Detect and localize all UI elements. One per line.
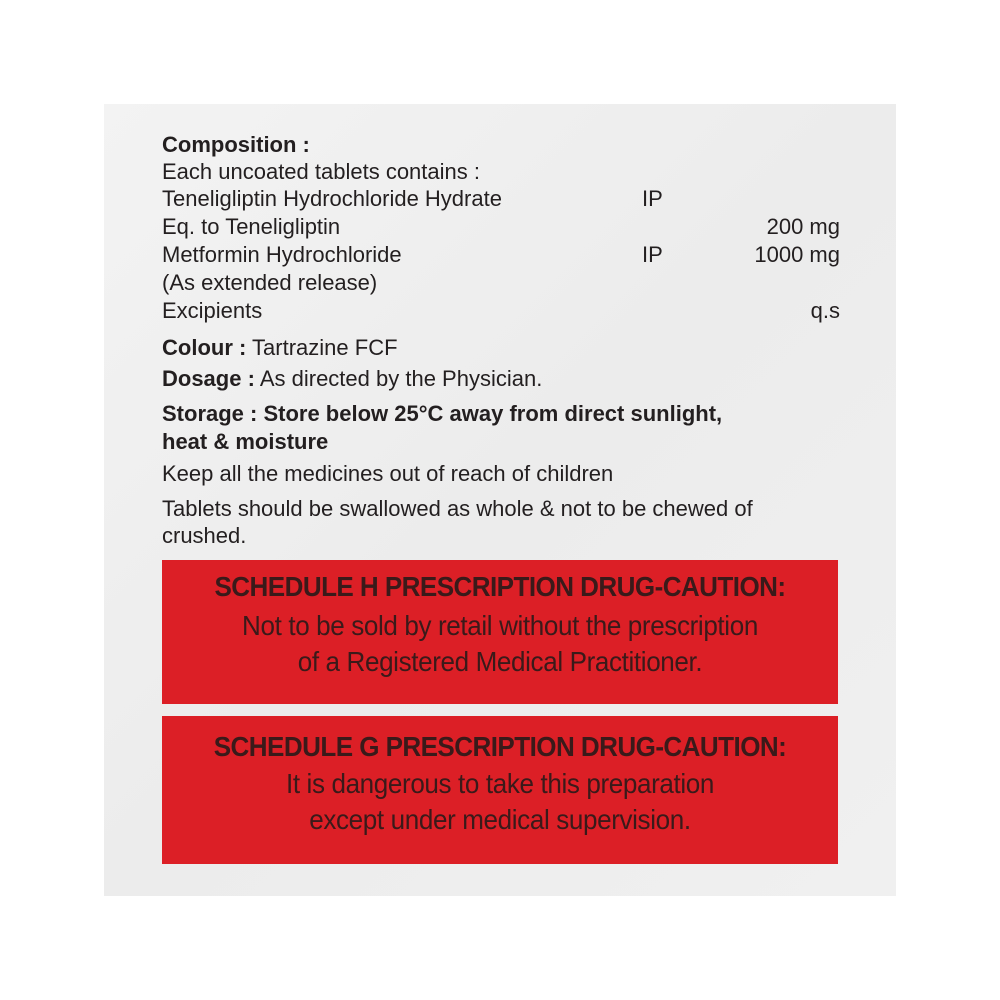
- ingredient-name: Teneligliptin Hydrochloride Hydrate: [162, 186, 502, 211]
- colour-line: [162, 335, 398, 361]
- composition-row: [162, 186, 840, 212]
- schedule-h-line-1: Not to be sold by retail without the prescription: [242, 610, 758, 641]
- ingredient-quantity: q.s: [810, 298, 840, 323]
- schedule-h-heading: SCHEDULE H PRESCRIPTION DRUG-CAUTION:: [214, 571, 786, 602]
- composition-row: [162, 270, 840, 296]
- colour-label: Colour :: [162, 335, 247, 360]
- schedule-g-heading: SCHEDULE G PRESCRIPTION DRUG-CAUTION:: [213, 731, 787, 762]
- ingredient-quantity: 1000 mg: [754, 242, 840, 267]
- composition-row: [162, 242, 840, 268]
- ingredient-name: Excipients: [162, 298, 263, 323]
- swallow-note-line-1: Tablets should be swallowed as whole & not to be chewed of: [162, 496, 753, 521]
- schedule-g-warning-box: [162, 716, 838, 864]
- ingredient-quantity: 200 mg: [766, 214, 840, 239]
- schedule-h-warning-box: [162, 560, 838, 704]
- schedule-g-line-1: It is dangerous to take this preparation: [285, 768, 715, 799]
- schedule-g-line-2: except under medical supervision.: [309, 804, 691, 835]
- dosage-value: As directed by the Physician.: [259, 366, 543, 391]
- composition-heading: Composition :: [162, 132, 310, 157]
- ingredient-standard: IP: [642, 242, 663, 267]
- composition-row: [162, 214, 840, 240]
- ingredient-name: Eq. to Teneligliptin: [162, 214, 341, 239]
- composition-row: [162, 298, 840, 324]
- swallow-note-line-2: crushed.: [162, 523, 247, 548]
- storage-line-1: Storage : Store below 25°C away from direct sunlight,: [162, 401, 723, 426]
- dosage-line: [162, 366, 542, 392]
- dosage-label: Dosage :: [162, 366, 255, 391]
- composition-intro: Each uncoated tablets contains :: [162, 159, 480, 184]
- schedule-h-line-2: of a Registered Medical Practitioner.: [297, 646, 703, 677]
- ingredient-name: (As extended release): [162, 270, 378, 295]
- children-note: Keep all the medicines out of reach of children: [162, 461, 614, 486]
- storage-line-2: heat & moisture: [162, 429, 329, 454]
- ingredient-standard: IP: [642, 186, 663, 211]
- colour-value: Tartrazine FCF: [252, 335, 398, 360]
- ingredient-name: Metformin Hydrochloride: [162, 242, 402, 267]
